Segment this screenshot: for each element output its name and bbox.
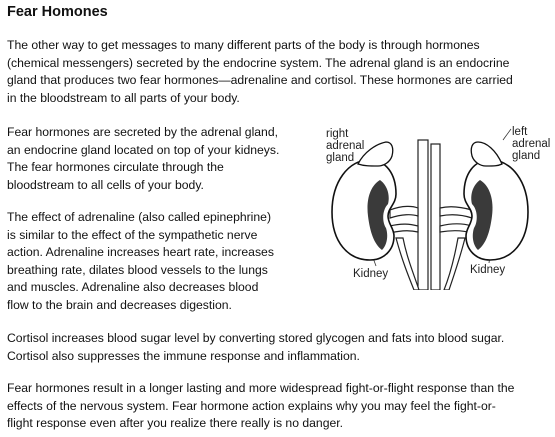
kidney-left-side [464, 160, 528, 260]
text-line: Cortisol increases blood sugar level by converting stored glycogen and fats into blood sugar. [7, 331, 505, 345]
text-line: Fear hormones are secreted by the adrenal gland, [7, 125, 278, 139]
kidney-right-label: Kidney [470, 264, 506, 276]
blood-vessels [390, 140, 472, 290]
label-line: gland [512, 150, 541, 162]
label-line: left [512, 126, 528, 138]
kidneys [332, 160, 528, 260]
label-line: adrenal [512, 138, 550, 150]
kidney-left-label: Kidney [353, 268, 389, 280]
summary-paragraph [7, 380, 547, 433]
text-line: gland that produces two fear hormones—adrenaline and cortisol. These hormones are carried [7, 73, 513, 88]
text-line: in the bloodstream to all parts of your body. [7, 90, 240, 105]
text-line: flow to the brain and decreases digestion. [7, 297, 232, 312]
text-line: Cortisol also suppresses the immune response and inflammation. [7, 348, 360, 363]
kidney-adrenal-diagram [318, 120, 550, 290]
text-line: Fear hormones result in a longer lasting and more widespread fight-or-flight response than the [7, 381, 515, 395]
cortisol-paragraph [7, 330, 547, 365]
text-line: and muscles. Adrenaline also decreases blood [7, 280, 259, 295]
adrenal-gland-left [471, 142, 502, 166]
kidney-right-side [332, 160, 396, 260]
text-line: is similar to the effect of the sympathetic nerve [7, 227, 258, 242]
text-line: bloodstream to all cells of your body. [7, 177, 204, 192]
text-line: breathing rate, dilates blood vessels to the lungs [7, 262, 268, 277]
text-line: (chemical messengers) secreted by the endocrine system. The adrenal gland is an endocrine [7, 55, 510, 70]
text-line: action. Adrenaline increases heart rate, increases [7, 245, 274, 260]
text-line: The other way to get messages to many different parts of the body is through hormones [7, 38, 480, 52]
intro-paragraph [7, 37, 547, 107]
text-line: The fear hormones circulate through the [7, 160, 224, 175]
label-line: adrenal [326, 140, 365, 152]
adrenal-glands [358, 142, 502, 166]
adrenal-paragraph [7, 124, 307, 194]
label-line: gland [326, 152, 355, 164]
label-line: right [326, 128, 349, 140]
page-title: Fear Homones [7, 4, 108, 20]
text-line: flight response even after you realize there really is no danger. [7, 416, 344, 431]
text-line: The effect of adrenaline (also called epinephrine) [7, 210, 272, 224]
adrenaline-paragraph [7, 209, 307, 315]
text-line: effects of the nervous system. Fear hormone action explains why you may feel the fight-or- [7, 398, 496, 413]
text-line: an endocrine gland located on top of your kidneys. [7, 142, 280, 157]
left-gland-label [512, 126, 550, 162]
